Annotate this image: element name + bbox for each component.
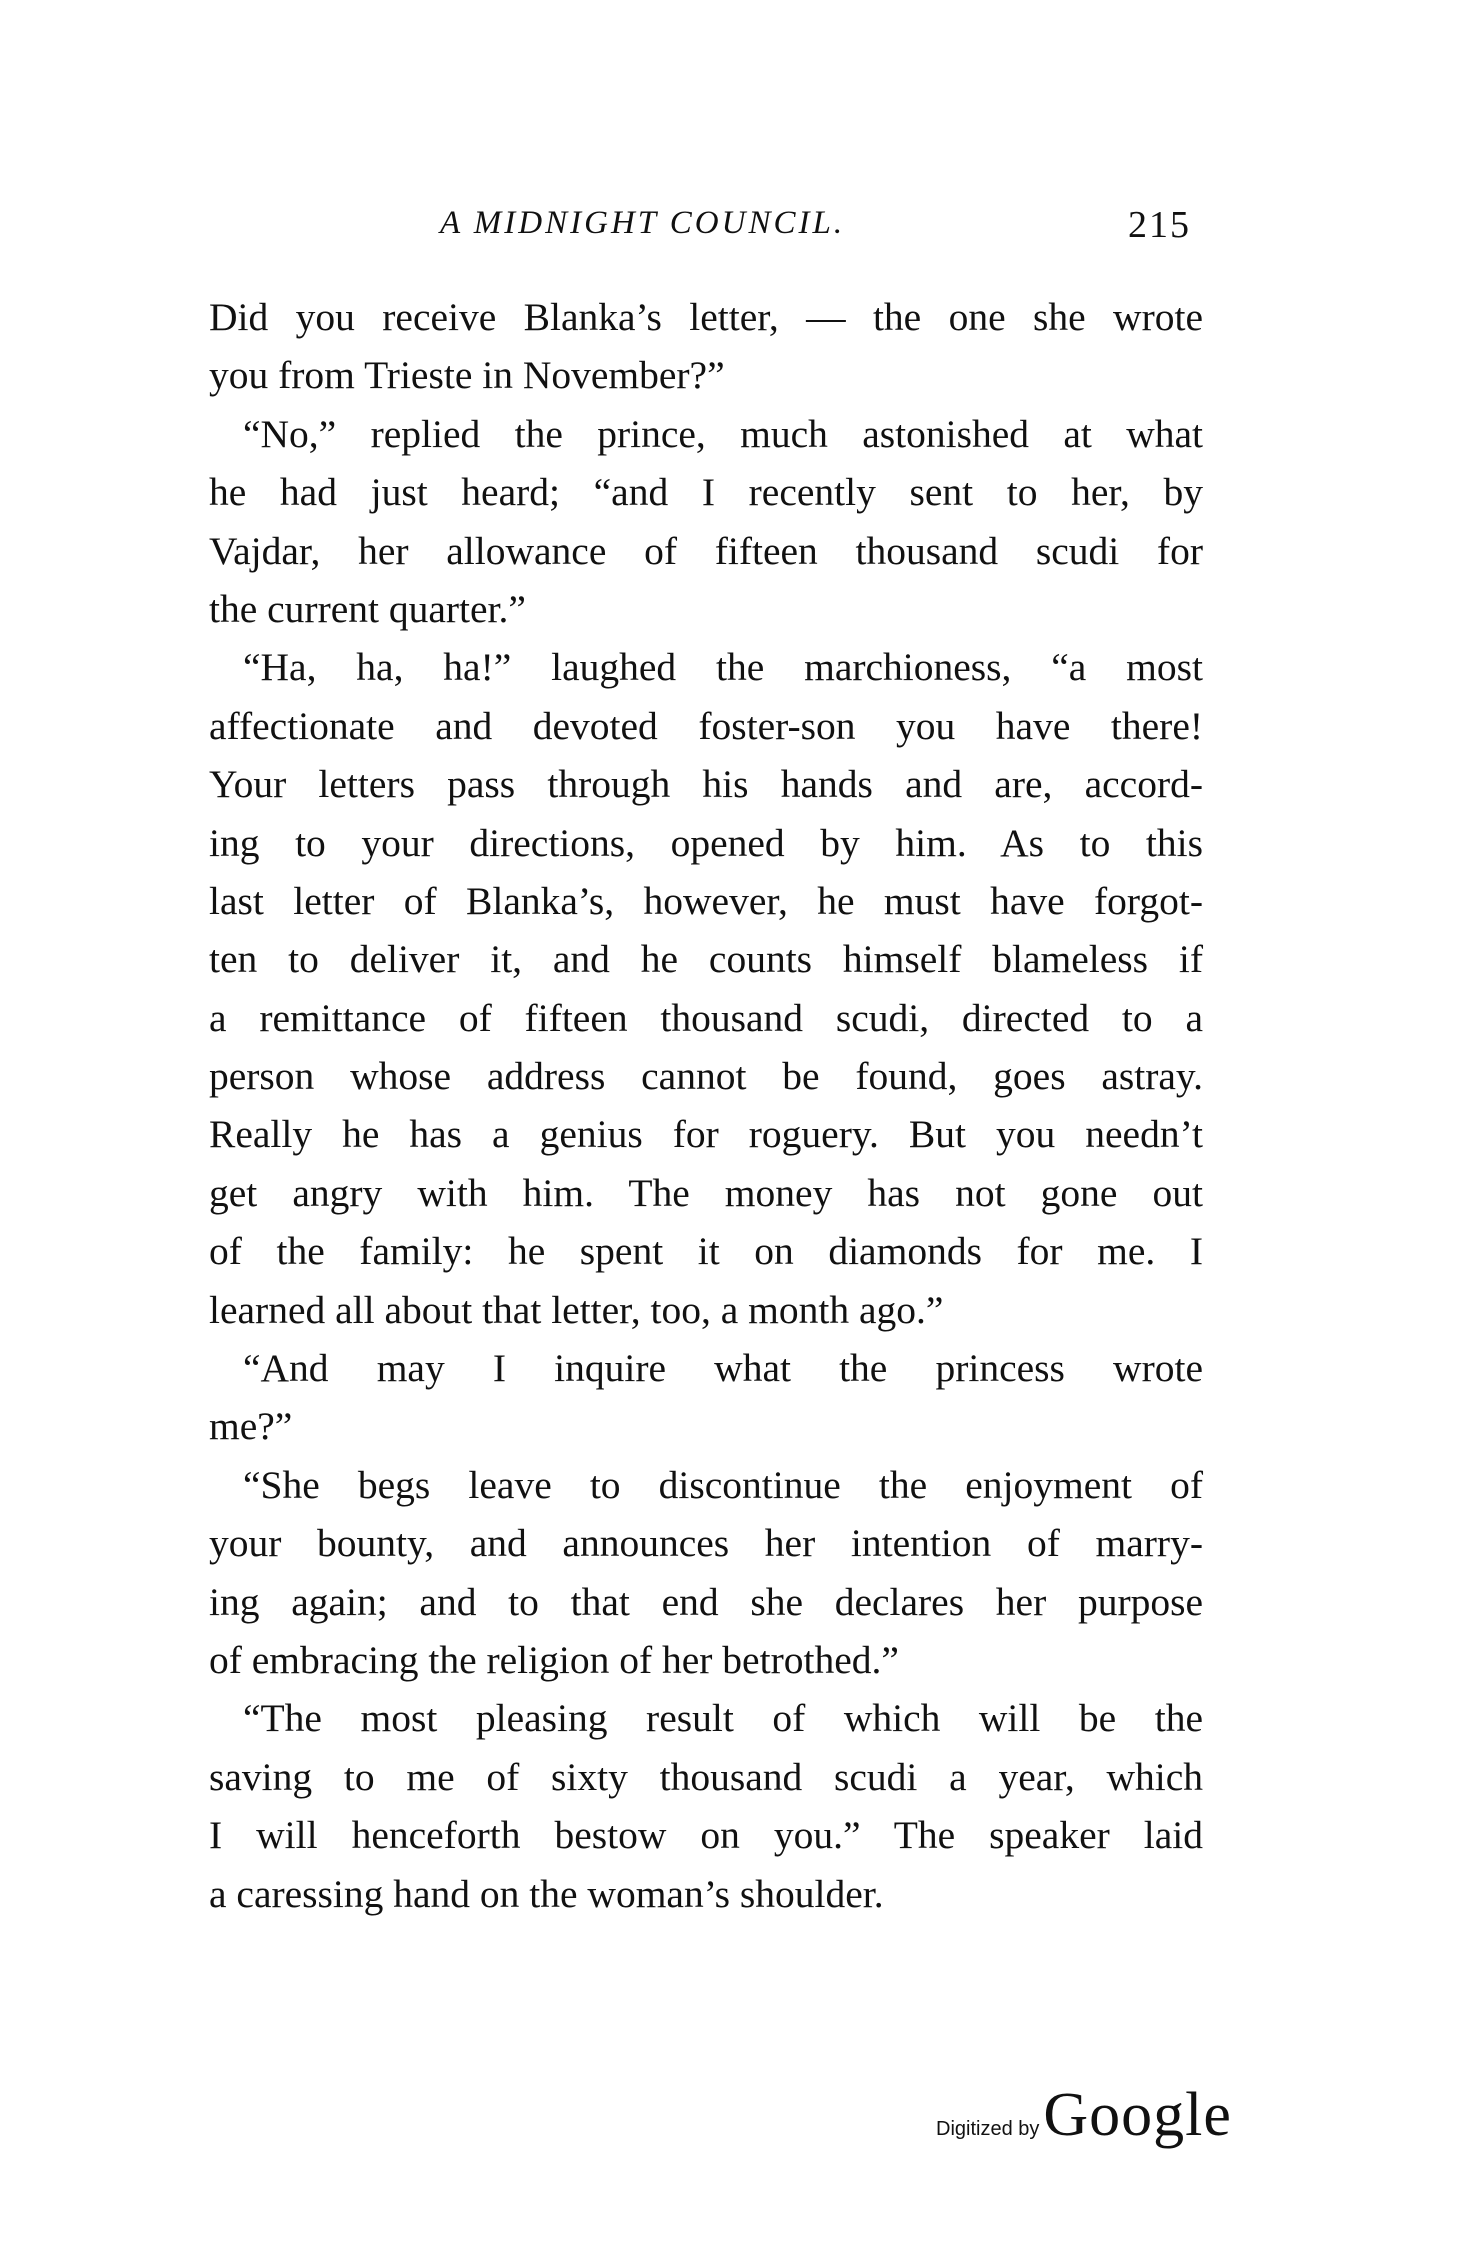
text-line: “No,” replied the prince, much astonished at what (243, 411, 1203, 456)
text-line: me?” (209, 1404, 293, 1449)
running-title: A MIDNIGHT COUNCIL. (440, 205, 846, 241)
google-logo: Google (1043, 2081, 1232, 2149)
text-line: the current quarter.” (209, 586, 526, 631)
text-line: of the family: he spent it on diamonds for me. I (209, 1229, 1203, 1274)
digitized-by-google-watermark (936, 2080, 1232, 2151)
text-line: ten to deliver it, and he counts himself blameless if (209, 937, 1203, 982)
page-number: 215 (1128, 204, 1191, 246)
text-line: Your letters pass through his hands and are, accord- (209, 762, 1203, 807)
text-line: I will henceforth bestow on you.” The speaker laid (209, 1813, 1203, 1858)
text-line: saving to me of sixty thousand scudi a year, which (209, 1754, 1203, 1799)
text-line: ing again; and to that end she declares her purpose (209, 1579, 1203, 1624)
text-line: of embracing the religion of her betrothed.” (209, 1637, 899, 1682)
watermark-prefix: Digitized by (936, 2118, 1040, 2140)
text-line: Vajdar, her allowance of fifteen thousand scudi for (209, 528, 1203, 573)
text-line: he had just heard; “and I recently sent to her, by (209, 470, 1203, 515)
text-line: you from Trieste in November?” (209, 353, 725, 398)
text-line: a caressing hand on the woman’s shoulder. (209, 1871, 884, 1916)
body-text (209, 288, 1203, 1923)
text-line: “Ha, ha, ha!” laughed the marchioness, “a most (243, 645, 1203, 690)
text-line: affectionate and devoted foster-son you have there! (209, 703, 1203, 748)
text-line: your bounty, and announces her intention of marry- (209, 1521, 1203, 1566)
text-line: “And may I inquire what the princess wrote (243, 1346, 1203, 1391)
text-line: ing to your directions, opened by him. As to this (209, 820, 1203, 865)
text-line: a remittance of fifteen thousand scudi, directed to a (209, 995, 1203, 1040)
text-line: “The most pleasing result of which will be the (243, 1696, 1203, 1741)
text-line: person whose address cannot be found, goes astray. (209, 1054, 1203, 1099)
text-line: last letter of Blanka’s, however, he must have forgot- (209, 878, 1203, 923)
text-line: Did you receive Blanka’s letter, — the one she wrote (209, 295, 1203, 339)
text-line: Really he has a genius for roguery. But you needn’t (209, 1112, 1203, 1157)
text-line: “She begs leave to discontinue the enjoyment of (243, 1462, 1203, 1507)
text-line: get angry with him. The money has not gone out (209, 1170, 1203, 1215)
text-line: learned all about that letter, too, a month ago.” (209, 1287, 944, 1332)
